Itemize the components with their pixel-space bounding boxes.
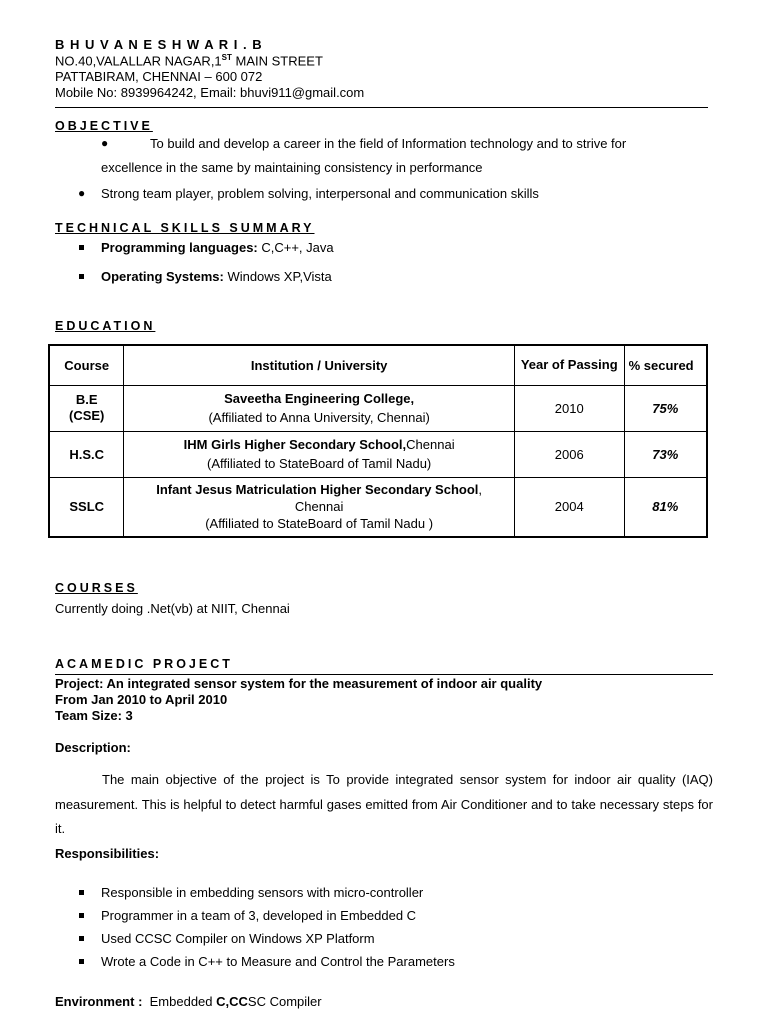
courses-heading: COURSES (55, 581, 138, 595)
address-line-1-text: NO.40,VALALLAR NAGAR,1 (55, 53, 222, 69)
institution-cell (124, 385, 514, 431)
skill-label: Programming languages: (101, 240, 258, 255)
course-cell: H.S.C (49, 431, 124, 477)
responsibilities-label: Responsibilities: (55, 846, 160, 861)
header-divider (55, 107, 708, 108)
table-header-row (49, 345, 707, 385)
affiliation: (Affiliated to StateBoard of Tamil Nadu ) (205, 516, 434, 532)
column-header: % secured (624, 345, 707, 385)
table-row (49, 385, 707, 431)
column-header: Institution / University (124, 345, 514, 385)
course-cell: SSLC (49, 477, 124, 537)
environment-bold: C,CC (216, 994, 248, 1009)
institution-name-bold: Saveetha Engineering College, (224, 391, 415, 406)
institution-city: Chennai (406, 437, 455, 452)
institution-name (128, 435, 509, 454)
environment-label: Environment : (55, 994, 143, 1009)
skill-value: Windows XP,Vista (223, 269, 332, 284)
objective-heading: OBJECTIVE (55, 119, 153, 133)
address-superscript: ST (221, 53, 232, 62)
affiliation: (Affiliated to StateBoard of Tamil Nadu) (207, 456, 432, 471)
objective-item-2: Strong team player, problem solving, interpersonal and communication skills (101, 186, 539, 201)
institution-cell (124, 477, 514, 537)
responsibility-item: Used CCSC Compiler on Windows XP Platform (101, 931, 375, 946)
address-line-1 (55, 53, 323, 68)
institution-name-bold: IHM Girls Higher Secondary School, (183, 437, 407, 452)
environment-text: Embedded (142, 994, 217, 1009)
table-row (49, 431, 707, 477)
column-header: Year of Passing (514, 345, 624, 385)
institution-name (128, 389, 509, 408)
institution-city: Chennai (294, 499, 344, 515)
skills-heading: TECHNICAL SKILLS SUMMARY (55, 221, 315, 235)
skill-item (101, 240, 334, 255)
column-header: Course (49, 345, 124, 385)
percent-cell: 81% (624, 477, 707, 537)
education-heading: EDUCATION (55, 319, 156, 333)
skill-label: Operating Systems: (101, 269, 224, 284)
table-row (49, 477, 707, 537)
affiliation: (Affiliated to Anna University, Chennai) (208, 410, 430, 425)
institution-cell (124, 431, 514, 477)
percent-cell: 73% (624, 431, 707, 477)
bullet-square-icon (79, 959, 84, 964)
year-cell: 2010 (514, 385, 624, 431)
bullet-square-icon (79, 274, 84, 279)
project-divider (55, 674, 713, 675)
responsibility-item: Wrote a Code in C++ to Measure and Control the Parameters (101, 954, 455, 969)
education-table (48, 344, 708, 538)
percent-cell: 75% (624, 385, 707, 431)
skill-value: C,C++, Java (257, 240, 334, 255)
objective-item-1-line-2: excellence in the same by maintaining consistency in performance (101, 160, 483, 175)
description-label: Description: (55, 740, 131, 755)
bullet-square-icon (79, 245, 84, 250)
skill-item (101, 269, 332, 284)
contact-line: Mobile No: 8939964242, Email: bhuvi911@gmail.com (55, 85, 365, 100)
bullet-square-icon (79, 936, 84, 941)
project-title: Project: An integrated sensor system for the measurement of indoor air quality (55, 676, 543, 691)
environment-text: SC (247, 994, 266, 1009)
course-branch: (CSE) (69, 408, 105, 423)
project-heading: ACAMEDIC PROJECT (55, 657, 233, 671)
project-description: The main objective of the project is To provide integrated sensor system for indoor air quality (IAQ) measurement. This is helpful to detect harmful gases emitted from Air Conditioner and to take necessary steps for it. (55, 772, 713, 836)
institution-punct: , (478, 482, 483, 498)
courses-text: Currently doing .Net(vb) at NIIT, Chennai (55, 601, 290, 616)
bullet-dot-icon: ● (78, 186, 86, 200)
address-line-1-rest: MAIN STREET (231, 53, 323, 69)
institution-name (128, 481, 509, 498)
bullet-square-icon (79, 890, 84, 895)
bullet-dot-icon: ● (101, 136, 109, 150)
environment-line (55, 994, 322, 1009)
address-line-2: PATTABIRAM, CHENNAI – 600 072 (55, 69, 263, 84)
project-team-size: Team Size: 3 (55, 708, 133, 723)
candidate-name: B H U V A N E S H W A R I . B (55, 37, 263, 52)
bullet-square-icon (79, 913, 84, 918)
course-cell (49, 385, 124, 431)
institution-name-bold: Infant Jesus Matriculation Higher Secondary School (156, 482, 479, 498)
responsibility-item: Programmer in a team of 3, developed in Embedded C (101, 908, 417, 923)
course-name: B.E (75, 392, 98, 407)
responsibility-item: Responsible in embedding sensors with micro-controller (101, 885, 424, 900)
objective-item-1-line-1: To build and develop a career in the field of Information technology and to strive for (150, 136, 627, 151)
year-cell: 2006 (514, 431, 624, 477)
project-duration: From Jan 2010 to April 2010 (55, 692, 228, 707)
year-cell: 2004 (514, 477, 624, 537)
environment-text: Compiler (265, 994, 322, 1009)
